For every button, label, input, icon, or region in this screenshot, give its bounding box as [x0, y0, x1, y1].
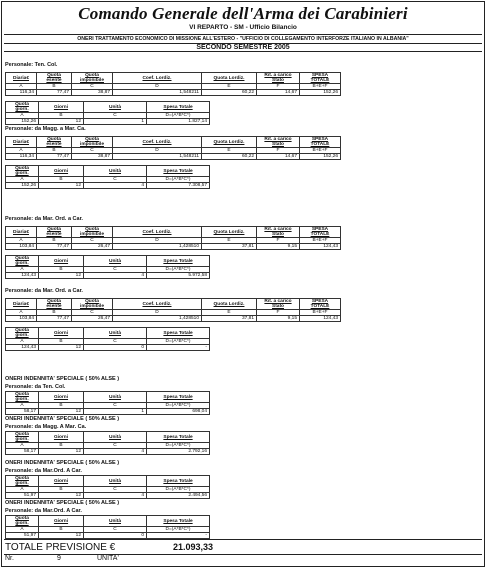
- table-cell: Spesa Totale: [147, 166, 210, 177]
- total-value: 21.093,33: [173, 542, 214, 552]
- table-cell: B: [39, 267, 84, 273]
- data-table: [5, 298, 341, 322]
- table-cell: Spesa Totale: [147, 392, 210, 403]
- table-cell: Unità: [84, 432, 147, 443]
- table-cell: B+E+F: [300, 84, 341, 90]
- table-cell: C: [84, 339, 147, 345]
- table-cell: 12: [39, 409, 84, 415]
- table-cell: Diaria€: [6, 299, 37, 310]
- table-cell: Spesa Totale: [147, 328, 210, 339]
- table-cell: Quota imponibile: [72, 299, 113, 310]
- table-cell: B: [37, 84, 72, 90]
- table-cell: Coef. Lordiz.: [113, 227, 202, 238]
- indennita-title: ONERI INDENNITA' SPECIALE ( 50% ALSE ): [5, 500, 120, 506]
- total-label: TOTALE PREVISIONE €: [5, 542, 116, 553]
- table-cell: C: [72, 238, 113, 244]
- table-cell: 4: [84, 273, 147, 279]
- table-cell: B: [37, 148, 72, 154]
- table-cell: 4: [84, 183, 147, 189]
- table-cell: 1,428510: [113, 244, 202, 250]
- table-cell: -: [147, 345, 210, 351]
- table-cell: A: [6, 113, 39, 119]
- table-cell: B: [37, 310, 72, 316]
- table-cell: C: [84, 443, 147, 449]
- table-cell: D: [113, 310, 202, 316]
- table-cell: Unità: [84, 392, 147, 403]
- table-cell: 12: [39, 273, 84, 279]
- table-cell: 14,67: [257, 154, 300, 160]
- table-row: [6, 166, 210, 177]
- table-cell: 1.827,14: [147, 119, 210, 125]
- table-cell: Giorni: [39, 516, 84, 527]
- table-cell: 116,34: [6, 154, 37, 160]
- table-cell: Quota esente: [37, 227, 72, 238]
- table-cell: Coef. Lordiz.: [113, 299, 202, 310]
- nr-value: 9: [57, 555, 61, 562]
- table-row: [6, 328, 210, 339]
- data-table: [5, 226, 341, 250]
- table-cell: B+E+F: [300, 310, 341, 316]
- table-cell: D: [113, 84, 202, 90]
- table-cell: Diaria€: [6, 73, 37, 84]
- table-cell: 4: [84, 449, 147, 455]
- table-cell: Spesa Totale: [147, 516, 210, 527]
- table-cell: F: [257, 238, 300, 244]
- table-cell: C: [84, 403, 147, 409]
- table-cell: B: [37, 238, 72, 244]
- document-page: [1, 1, 485, 567]
- table-cell: B: [39, 339, 84, 345]
- table-row: [6, 183, 210, 189]
- section-label: Personale: Ten. Col.: [5, 62, 58, 68]
- table-cell: Diaria€: [6, 137, 37, 148]
- table-cell: 124,43: [6, 345, 39, 351]
- table-cell: 26,47: [72, 316, 113, 322]
- table-row: [6, 516, 210, 527]
- table-row: [6, 73, 341, 84]
- table-cell: D=(A*B*C*): [147, 113, 210, 119]
- table-row: [6, 476, 210, 487]
- table-row: [6, 533, 210, 539]
- document-title: Comando Generale dell'Arma dei Carabinieri: [78, 4, 408, 23]
- table-cell: Rit. a carico Stato: [257, 299, 300, 310]
- total-row: [5, 542, 214, 553]
- table-cell: F: [257, 148, 300, 154]
- table-cell: 51,97: [6, 533, 39, 539]
- table-row: [6, 345, 210, 351]
- table-cell: Quota giorn.: [6, 166, 39, 177]
- table-cell: SPESA TOTALE: [300, 137, 341, 148]
- table-cell: Giorni: [39, 256, 84, 267]
- table-cell: Quota Lordiz.: [202, 73, 257, 84]
- table-cell: 116,34: [6, 90, 37, 96]
- table-cell: C: [72, 148, 113, 154]
- table-cell: Quota Lordiz.: [202, 227, 257, 238]
- table-cell: 152,26: [6, 183, 39, 189]
- table-cell: C: [84, 527, 147, 533]
- table-cell: 1: [84, 409, 147, 415]
- data-table: [5, 136, 341, 160]
- table-row: [6, 244, 341, 250]
- table-cell: C: [84, 267, 147, 273]
- table-cell: Spesa Totale: [147, 256, 210, 267]
- data-table: [5, 165, 210, 189]
- data-table: [5, 101, 210, 125]
- unita-label: UNITA': [97, 555, 119, 562]
- table-cell: 58,17: [6, 409, 39, 415]
- table-cell: Coef. Lordiz.: [113, 137, 202, 148]
- oneri-line: ONERI TRATTAMENTO ECONOMICO DI MISSIONE ALL'ESTERO - "UFFICIO DI COLLEGAMENTO INTERFORZE ITALIANO IN ALBANIA": [4, 34, 482, 44]
- table-cell: Coef. Lordiz.: [113, 73, 202, 84]
- table-cell: 1,548211: [113, 90, 202, 96]
- table-cell: Quota imponibile: [72, 73, 113, 84]
- table-cell: 60,22: [202, 90, 257, 96]
- table-row: [6, 90, 341, 96]
- table-cell: 0: [84, 533, 147, 539]
- table-cell: A: [6, 310, 37, 316]
- table-cell: Quota imponibile: [72, 137, 113, 148]
- data-table: [5, 255, 210, 279]
- table-cell: E: [202, 310, 257, 316]
- nr-label: Nr.: [5, 555, 14, 562]
- table-row: [6, 119, 210, 125]
- table-cell: 698,04: [147, 409, 210, 415]
- table-cell: Quota imponibile: [72, 227, 113, 238]
- table-cell: 37,81: [202, 316, 257, 322]
- table-cell: D=(A*B*C*): [147, 487, 210, 493]
- table-cell: E: [202, 84, 257, 90]
- table-cell: Rit. a carico Stato: [257, 137, 300, 148]
- table-row: [6, 432, 210, 443]
- table-cell: Quota giorn.: [6, 328, 39, 339]
- indennita-title: ONERI INDENNITA' SPECIALE ( 50% ALSE ): [5, 416, 120, 422]
- table-cell: Unità: [84, 256, 147, 267]
- table-cell: 0: [84, 345, 147, 351]
- table-cell: Unità: [84, 476, 147, 487]
- table-cell: B: [39, 403, 84, 409]
- table-cell: 9,15: [257, 316, 300, 322]
- table-cell: Giorni: [39, 166, 84, 177]
- table-cell: A: [6, 238, 37, 244]
- table-cell: 38,87: [72, 90, 113, 96]
- table-cell: 9,15: [257, 244, 300, 250]
- table-cell: 14,67: [257, 90, 300, 96]
- table-cell: 152,26: [300, 90, 341, 96]
- table-cell: 7.308,57: [147, 183, 210, 189]
- table-cell: Giorni: [39, 476, 84, 487]
- section-label: Personale: da Magg. a Mar. Ca.: [5, 126, 86, 132]
- semestre-line: SECONDO SEMESTRE 2005: [4, 44, 482, 52]
- table-cell: C: [84, 487, 147, 493]
- table-row: [6, 227, 341, 238]
- table-cell: 12: [39, 533, 84, 539]
- table-cell: A: [6, 267, 39, 273]
- table-cell: 12: [39, 183, 84, 189]
- table-cell: E: [202, 238, 257, 244]
- table-cell: 12: [39, 119, 84, 125]
- table-cell: Quota esente: [37, 299, 72, 310]
- data-table: [5, 515, 210, 539]
- data-table: [5, 475, 210, 499]
- table-row: [6, 449, 210, 455]
- table-cell: 103,84: [6, 316, 37, 322]
- table-cell: 124,43: [300, 316, 341, 322]
- table-row: [6, 299, 341, 310]
- table-cell: 26,47: [72, 244, 113, 250]
- indennita-label: Personale: da Mar.Ord. A Car.: [5, 468, 82, 474]
- indennita-label: Personale: da Mar.Ord. A Car.: [5, 508, 82, 514]
- table-row: [6, 409, 210, 415]
- table-cell: 152,26: [300, 154, 341, 160]
- table-cell: 12: [39, 449, 84, 455]
- table-cell: D: [113, 238, 202, 244]
- data-table: [5, 327, 210, 351]
- table-cell: A: [6, 148, 37, 154]
- table-cell: 51,97: [6, 493, 39, 499]
- table-cell: A: [6, 443, 39, 449]
- table-cell: 124,43: [300, 244, 341, 250]
- table-cell: B: [39, 177, 84, 183]
- table-cell: A: [6, 403, 39, 409]
- table-cell: B+E+F: [300, 238, 341, 244]
- table-cell: 152,26: [6, 119, 39, 125]
- table-cell: B: [39, 487, 84, 493]
- table-cell: Diaria€: [6, 227, 37, 238]
- table-cell: Quota giorn.: [6, 432, 39, 443]
- table-row: [6, 493, 210, 499]
- table-cell: A: [6, 527, 39, 533]
- table-cell: F: [257, 310, 300, 316]
- table-cell: D: [113, 148, 202, 154]
- table-cell: D=(A*B*C*): [147, 267, 210, 273]
- table-cell: F: [257, 84, 300, 90]
- table-row: [6, 316, 341, 322]
- table-cell: 2.494,56: [147, 493, 210, 499]
- table-cell: E: [202, 148, 257, 154]
- table-cell: 12: [39, 345, 84, 351]
- table-cell: Quota giorn.: [6, 476, 39, 487]
- table-cell: 58,17: [6, 449, 39, 455]
- table-cell: 77,47: [37, 154, 72, 160]
- table-cell: SPESA TOTALE: [300, 73, 341, 84]
- table-cell: Rit. a carico Stato: [257, 73, 300, 84]
- table-cell: Giorni: [39, 392, 84, 403]
- table-cell: Quota esente: [37, 73, 72, 84]
- table-cell: Spesa Totale: [147, 432, 210, 443]
- table-cell: 1: [84, 119, 147, 125]
- table-cell: Unità: [84, 516, 147, 527]
- table-cell: Quota Lordiz.: [202, 299, 257, 310]
- table-cell: D=(A*B*C*): [147, 339, 210, 345]
- table-cell: 103,84: [6, 244, 37, 250]
- data-table: [5, 431, 210, 455]
- table-cell: -: [147, 533, 210, 539]
- table-cell: 1,548211: [113, 154, 202, 160]
- table-cell: 5.972,58: [147, 273, 210, 279]
- table-cell: B+E+F: [300, 148, 341, 154]
- table-cell: Spesa Totale: [147, 476, 210, 487]
- table-cell: Quota giorn.: [6, 516, 39, 527]
- table-cell: 12: [39, 493, 84, 499]
- section-label: Personale: da Mar. Ord. a Car.: [5, 216, 83, 222]
- table-cell: 4: [84, 493, 147, 499]
- table-cell: B: [39, 113, 84, 119]
- table-cell: A: [6, 339, 39, 345]
- table-cell: D=(A*B*C*): [147, 527, 210, 533]
- total-divider: [4, 539, 482, 540]
- table-cell: Unità: [84, 102, 147, 113]
- table-cell: Giorni: [39, 432, 84, 443]
- table-cell: Quota giorn.: [6, 102, 39, 113]
- table-cell: A: [6, 487, 39, 493]
- table-cell: Rit. a carico Stato: [257, 227, 300, 238]
- table-cell: Quota giorn.: [6, 256, 39, 267]
- indennita-title: ONERI INDENNITA' SPECIALE ( 50% ALSE ): [5, 376, 120, 382]
- table-cell: A: [6, 84, 37, 90]
- table-row: [6, 154, 341, 160]
- table-row: [6, 102, 210, 113]
- table-cell: C: [72, 84, 113, 90]
- table-cell: 38,87: [72, 154, 113, 160]
- table-cell: Unità: [84, 166, 147, 177]
- indennita-label: Personale: da Ten. Col.: [5, 384, 66, 390]
- table-cell: 37,81: [202, 244, 257, 250]
- table-cell: C: [84, 113, 147, 119]
- table-cell: B: [39, 443, 84, 449]
- table-cell: C: [84, 177, 147, 183]
- data-table: [5, 391, 210, 415]
- table-row: [6, 137, 341, 148]
- table-cell: SPESA TOTALE: [300, 227, 341, 238]
- table-cell: Quota Lordiz.: [202, 137, 257, 148]
- reparto-line: VI REPARTO - SM - Ufficio Bilancio: [189, 24, 297, 31]
- section-label: Personale: da Mar. Ord. a Car.: [5, 288, 83, 294]
- table-row: [6, 392, 210, 403]
- footer-divider: [4, 554, 482, 555]
- table-cell: SPESA TOTALE: [300, 299, 341, 310]
- indennita-title: ONERI INDENNITA' SPECIALE ( 50% ALSE ): [5, 460, 120, 466]
- table-cell: 124,43: [6, 273, 39, 279]
- table-row: [6, 273, 210, 279]
- table-cell: 77,47: [37, 90, 72, 96]
- table-cell: A: [6, 177, 39, 183]
- table-cell: 77,47: [37, 244, 72, 250]
- table-cell: 1,428510: [113, 316, 202, 322]
- table-cell: C: [72, 310, 113, 316]
- table-cell: D=(A*B*C*): [147, 403, 210, 409]
- table-cell: 2.792,16: [147, 449, 210, 455]
- data-table: [5, 72, 341, 96]
- table-cell: 60,22: [202, 154, 257, 160]
- table-cell: Unità: [84, 328, 147, 339]
- table-cell: Giorni: [39, 102, 84, 113]
- table-cell: Quota giorn.: [6, 392, 39, 403]
- table-cell: D=(A*B*C*): [147, 177, 210, 183]
- table-cell: Quota esente: [37, 137, 72, 148]
- table-cell: 77,47: [37, 316, 72, 322]
- indennita-label: Personale: da Magg. A Mar. Ca.: [5, 424, 87, 430]
- table-cell: Giorni: [39, 328, 84, 339]
- table-row: [6, 256, 210, 267]
- table-cell: D=(A*B*C*): [147, 443, 210, 449]
- table-cell: Spesa Totale: [147, 102, 210, 113]
- table-cell: B: [39, 527, 84, 533]
